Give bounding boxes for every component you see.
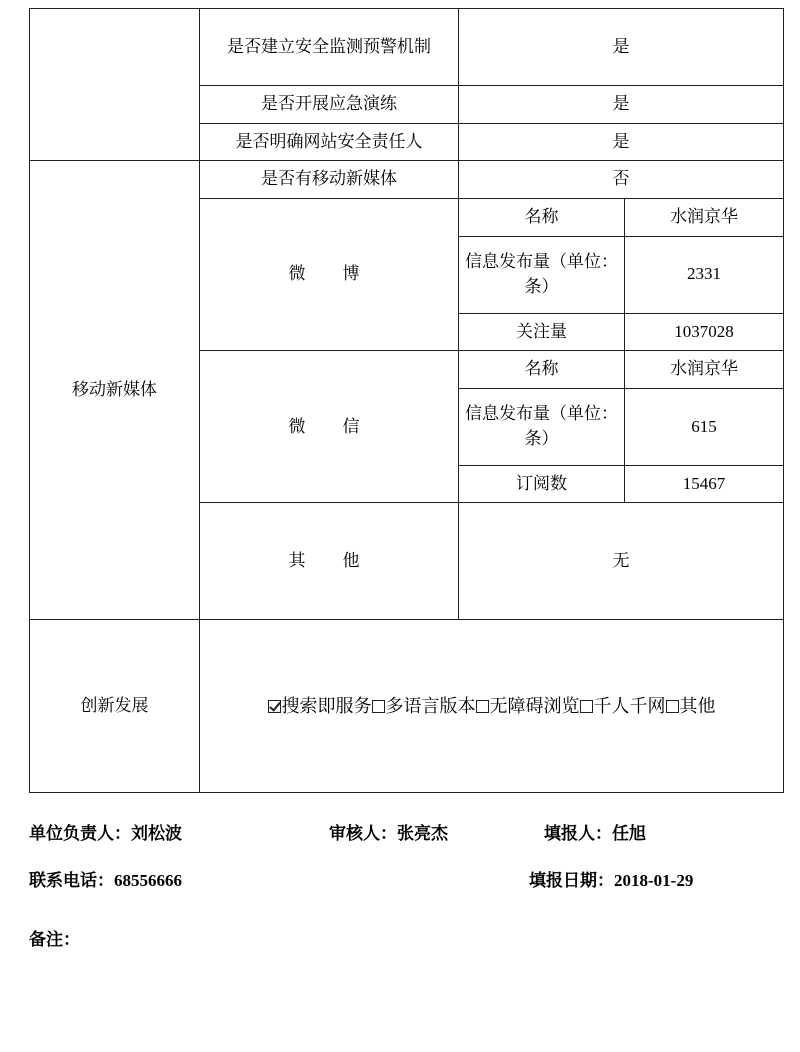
weibo-value-2: 1037028 — [625, 313, 784, 351]
security-label-2: 是否明确网站安全责任人 — [200, 123, 459, 161]
innovation-option-1[interactable] — [372, 696, 476, 716]
innovation-option-4[interactable] — [666, 696, 716, 716]
weixin-field-1: 信息发布量（单位：条） — [459, 388, 625, 465]
report-date — [529, 866, 693, 891]
weibo-field-1: 信息发布量（单位：条） — [459, 236, 625, 313]
unit-head-label: 单位负责人： — [29, 824, 131, 844]
checkbox-checked-icon[interactable] — [268, 700, 281, 713]
security-label-0: 是否建立安全监测预警机制 — [200, 9, 459, 86]
innovation-option-3[interactable] — [580, 696, 666, 716]
weixin-field-2: 订阅数 — [459, 465, 625, 503]
footer-row-2 — [29, 866, 783, 891]
security-value-0: 是 — [459, 9, 784, 86]
checkbox-icon[interactable] — [580, 700, 593, 713]
innovation-option-label-4: 其他 — [679, 696, 716, 717]
report-date-value: 2018-01-29 — [614, 871, 694, 891]
phone — [29, 866, 529, 891]
security-value-1: 是 — [459, 86, 784, 124]
security-category-cell — [30, 9, 200, 161]
checkbox-icon[interactable] — [372, 700, 385, 713]
has-mobile-media-value: 否 — [459, 161, 784, 199]
reviewer-label: 审核人： — [329, 824, 397, 844]
mobile-media-category-label: 移动新媒体 — [30, 161, 200, 620]
weixin-value-1: 615 — [625, 388, 784, 465]
weixin-field-0: 名称 — [459, 351, 625, 389]
innovation-options-cell — [200, 620, 784, 793]
weixin-value-2: 15467 — [625, 465, 784, 503]
checkbox-icon[interactable] — [666, 700, 679, 713]
table-row — [30, 9, 784, 86]
phone-label: 联系电话： — [29, 871, 114, 891]
security-label-1: 是否开展应急演练 — [200, 86, 459, 124]
table-row — [30, 161, 784, 199]
has-mobile-media-label: 是否有移动新媒体 — [200, 161, 459, 199]
document-page — [0, 8, 800, 1052]
innovation-options — [204, 693, 779, 719]
weibo-value-1: 2331 — [625, 236, 784, 313]
reviewer-value: 张亮杰 — [397, 824, 448, 844]
weibo-field-2: 关注量 — [459, 313, 625, 351]
phone-value: 68556666 — [114, 871, 182, 891]
reviewer — [329, 819, 544, 844]
remark: 备注： — [29, 930, 80, 950]
checkbox-icon[interactable] — [476, 700, 489, 713]
innovation-option-label-2: 无障碍浏览 — [489, 696, 580, 717]
weibo-field-0: 名称 — [459, 198, 625, 236]
unit-head-value: 刘松波 — [131, 824, 182, 844]
footer-signatures — [29, 819, 783, 891]
innovation-option-0[interactable] — [268, 696, 372, 716]
filler-label: 填报人： — [544, 824, 612, 844]
table-row — [30, 620, 784, 793]
innovation-option-2[interactable] — [476, 696, 580, 716]
weibo-value-0: 水润京华 — [625, 198, 784, 236]
filler — [544, 819, 774, 844]
unit-head — [29, 819, 329, 844]
other-media-value: 无 — [459, 503, 784, 620]
weixin-label: 微 信 — [200, 351, 459, 503]
other-media-label: 其 他 — [200, 503, 459, 620]
weixin-value-0: 水润京华 — [625, 351, 784, 389]
footer-row-1 — [29, 819, 783, 844]
innovation-option-label-3: 千人千网 — [593, 696, 666, 717]
innovation-option-label-1: 多语言版本 — [385, 696, 476, 717]
innovation-option-label-0: 搜索即服务 — [281, 696, 372, 717]
report-table — [29, 8, 784, 793]
innovation-label: 创新发展 — [30, 620, 200, 793]
weibo-label: 微 博 — [200, 198, 459, 350]
filler-value: 任旭 — [612, 824, 646, 844]
report-date-label: 填报日期： — [529, 871, 614, 891]
security-value-2: 是 — [459, 123, 784, 161]
